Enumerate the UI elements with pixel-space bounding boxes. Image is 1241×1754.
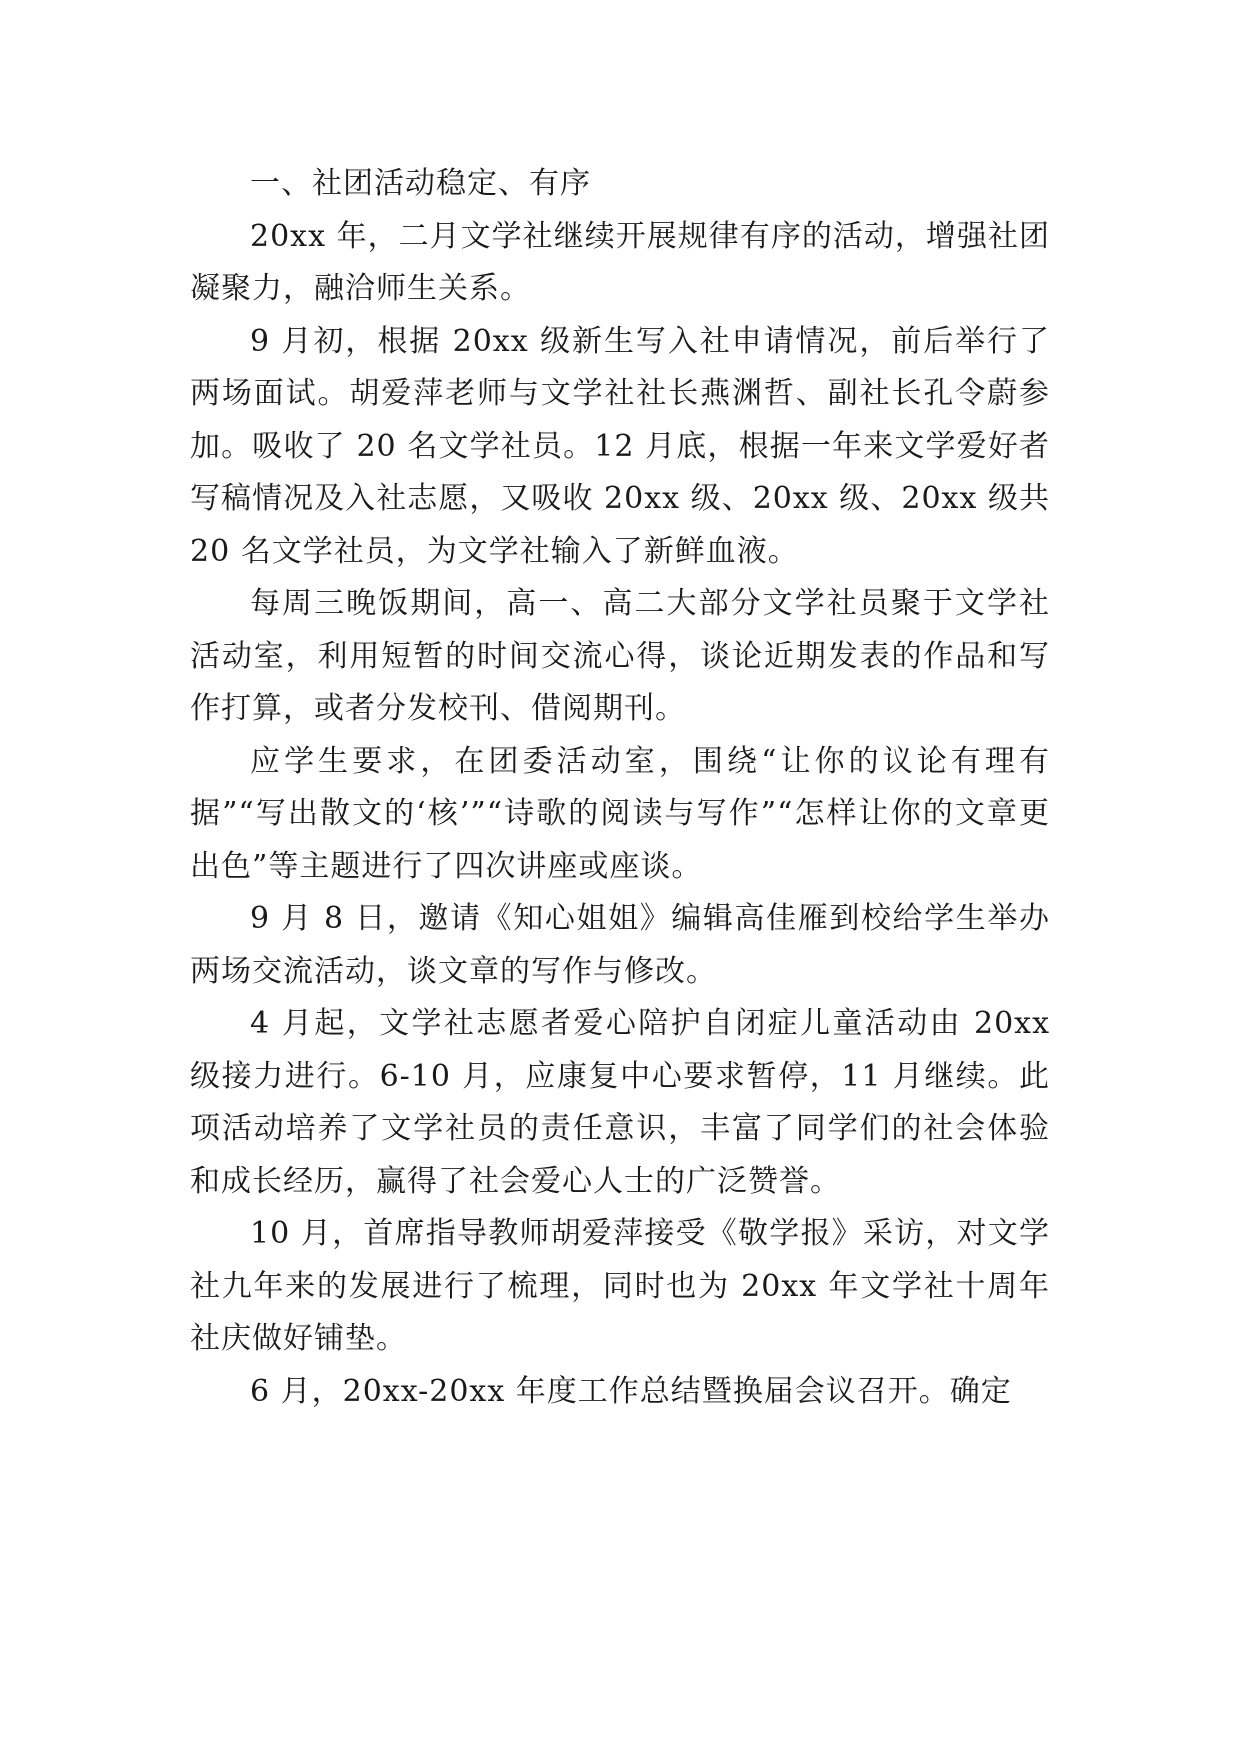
paragraph: 10 月，首席指导教师胡爱萍接受《敬学报》采访，对文学社九年来的发展进行了梳理，同时也为 20xx 年文学社十周年社庆做好铺垫。 [190, 1216, 1050, 1356]
paragraph: 应学生要求，在团委活动室，围绕“让你的议论有理有据”“写出散文的‘核’”“诗歌的阅读与写作”“怎样让你的文章更出色”等主题进行了四次讲座或座谈。 [190, 743, 1050, 884]
paragraph: 4 月起，文学社志愿者爱心陪护自闭症儿童活动由 20xx 级接力进行。6-10 月，应康复中心要求暂停，11 月继续。此项活动培养了文学社员的责任意识，丰富了同学们的社会体验和成长经历，赢得了社会爱心人士的广泛赞誉。 [190, 1006, 1050, 1199]
paragraph: 9 月 8 日，邀请《知心姐姐》编辑高佳雁到校给学生举办两场交流活动，谈文章的写作与修改。 [190, 901, 1050, 989]
paragraph: 每周三晚饭期间，高一、高二大部分文学社员聚于文学社活动室，利用短暂的时间交流心得，谈论近期发表的作品和写作打算，或者分发校刊、借阅期刊。 [190, 586, 1050, 726]
paragraph: 9 月初，根据 20xx 级新生写入社申请情况，前后举行了两场面试。胡爱萍老师与文学社社长燕渊哲、副社长孔令蔚参加。吸收了 20 名文学社员。12 月底，根据一年来文学爱好者写稿情况及入社志愿，又吸收 20xx 级、20xx 级、20xx 级共 20 名文学社员，为文学社输入了新鲜血液。 [190, 323, 1050, 569]
section-heading: 一、社团活动稳定、有序 [250, 166, 591, 201]
paragraph: 6 月，20xx-20xx 年度工作总结暨换届会议召开。确定 [250, 1373, 1012, 1409]
paragraph: 20xx 年，二月文学社继续开展规律有序的活动，增强社团凝聚力，融洽师生关系。 [190, 218, 1050, 306]
document-body [190, 158, 1050, 1418]
